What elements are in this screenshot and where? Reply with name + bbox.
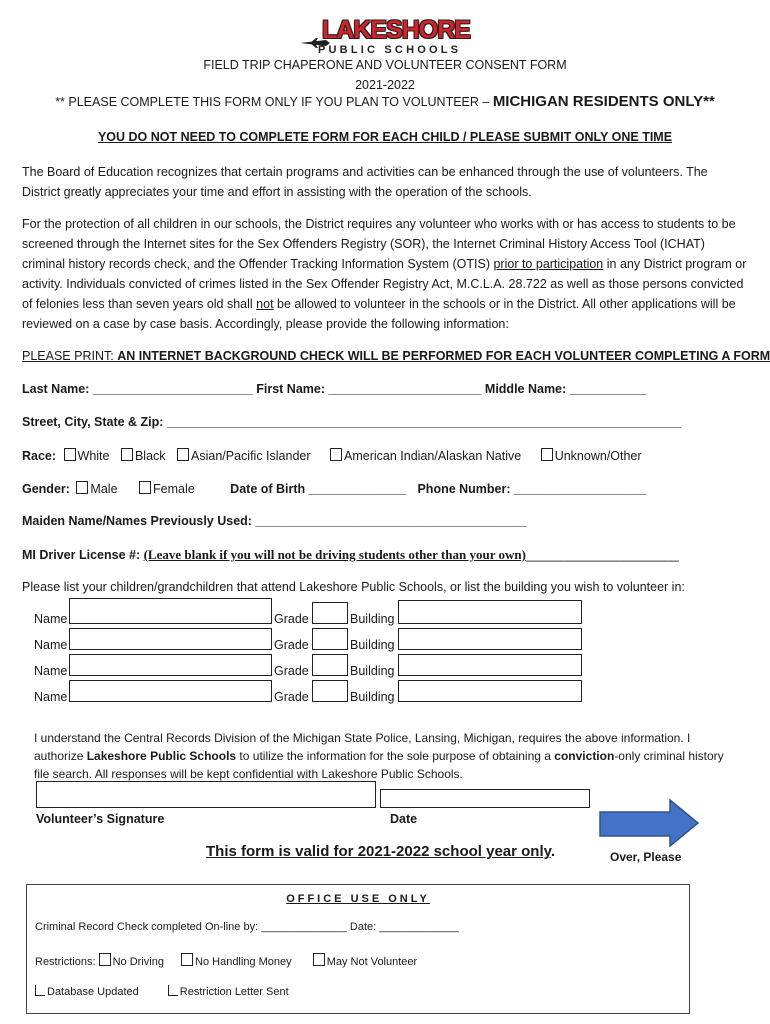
- child-grade-input-1[interactable]: [312, 602, 348, 624]
- checkbox-icon[interactable]: [35, 985, 45, 996]
- restriction-no-money[interactable]: No Handling Money: [181, 956, 292, 968]
- child-name-input-4[interactable]: [69, 680, 272, 702]
- logo-word: LAKESHORE: [322, 16, 470, 44]
- child-building-input-4[interactable]: [398, 680, 582, 702]
- gender-row: [22, 481, 646, 496]
- child-grade-label: Grade: [274, 690, 309, 704]
- address-field[interactable]: Street, City, State & Zip: __________________________________________________________________________: [22, 415, 682, 429]
- checkbox-icon[interactable]: [76, 481, 88, 494]
- checkbox-icon[interactable]: [181, 953, 193, 966]
- gender-male[interactable]: Male: [76, 482, 117, 496]
- child-name-label: Name: [34, 638, 68, 652]
- checkbox-icon[interactable]: [99, 953, 111, 966]
- print-notice-prefix: PLEASE PRINT:: [22, 349, 118, 363]
- child-building-label: Building: [350, 612, 395, 626]
- child-grade-input-4[interactable]: [312, 680, 348, 702]
- maiden-name-field[interactable]: Maiden Name/Names Previously Used: _______________________________________: [22, 514, 527, 528]
- child-grade-label: Grade: [274, 612, 309, 626]
- child-name-label: Name: [34, 664, 68, 678]
- volunteer-notice: [0, 93, 770, 110]
- database-updated[interactable]: Database Updated: [35, 986, 139, 998]
- child-grade-input-3[interactable]: [312, 654, 348, 676]
- school-year: 2021-2022: [355, 78, 415, 92]
- child-grade-input-2[interactable]: [312, 628, 348, 650]
- race-white[interactable]: White: [64, 449, 110, 463]
- child-building-label: Building: [350, 664, 395, 678]
- child-building-label: Building: [350, 638, 395, 652]
- validity-statement: This form is valid for 2021-2022 school year only.: [206, 843, 556, 860]
- protection-text-a: For the protection of all children in our schools, the District requires any volunteer who works with or has access to students to be screened through the Internet sites for the Sex Offenders Registry (SOR), the Internet Criminal History Access Tool (ICHAT) criminal history records check, and the Offender Tracking Information System (OTIS): [22, 217, 736, 271]
- middle-name-field[interactable]: Middle Name: ___________: [484, 382, 647, 396]
- child-grade-label: Grade: [274, 638, 309, 652]
- checkbox-icon[interactable]: [330, 448, 342, 461]
- race-black[interactable]: Black: [121, 449, 166, 463]
- checkbox-icon[interactable]: [121, 448, 133, 461]
- child-building-input-1[interactable]: [398, 600, 582, 624]
- protection-paragraph: [22, 214, 747, 334]
- license-row: [22, 547, 679, 563]
- race-american-indian[interactable]: American Indian/Alaskan Native: [330, 449, 521, 463]
- phone-field[interactable]: Phone Number: ___________________: [417, 482, 647, 496]
- checkbox-icon[interactable]: [177, 448, 189, 461]
- child-name-input-3[interactable]: [69, 654, 272, 676]
- child-name-input-1[interactable]: [69, 598, 272, 624]
- restrictions-label: Restrictions:: [35, 956, 96, 968]
- dob-field[interactable]: Date of Birth ______________: [230, 482, 406, 496]
- notice-prefix: ** PLEASE COMPLETE THIS FORM ONLY IF YOU PLAN TO VOLUNTEER –: [55, 95, 493, 109]
- checkbox-icon[interactable]: [64, 448, 76, 461]
- record-check-line: Criminal Record Check completed On-line by: ______________ Date: _____________: [35, 921, 459, 933]
- race-label: Race:: [22, 449, 57, 463]
- last-name-field[interactable]: Last Name: _______________________: [22, 382, 253, 396]
- first-name-field[interactable]: First Name: ______________________: [256, 382, 482, 396]
- name-row: [22, 382, 646, 396]
- not-emphasis: not: [256, 297, 274, 311]
- checkbox-icon[interactable]: [168, 985, 178, 996]
- race-asian[interactable]: Asian/Pacific Islander: [177, 449, 311, 463]
- authorization-paragraph: I understand the Central Records Division of the Michigan State Police, Lansing, Michigan, requires the above information. I authorize Lakeshore Public Schools to utilize the information for the sole purpose of obtaining a conviction-only criminal history file search. All responses will be kept confidential with Lakeshore Public Schools.: [34, 731, 724, 781]
- date-label: Date: [390, 812, 418, 826]
- checkbox-icon[interactable]: [139, 481, 151, 494]
- license-note: (Leave blank if you will not be driving students other than your own): [143, 547, 526, 562]
- print-notice-emphasis: AN INTERNET BACKGROUND CHECK WILL BE PERFORMED FOR EACH VOLUNTEER COMPLETING A FORM: [117, 349, 770, 363]
- signature-label: Volunteer’s Signature: [36, 812, 165, 826]
- license-label: MI Driver License #:: [22, 548, 144, 562]
- over-please: Over, Please: [610, 850, 682, 864]
- submit-once-notice: YOU DO NOT NEED TO COMPLETE FORM FOR EACH CHILD / PLEASE SUBMIT ONLY ONE TIME: [97, 130, 673, 144]
- protection-text-b: in any District program or activity. Individuals convicted of crimes listed in the Sex Offender Registry Act, M.C.L.A. 28.722 as well as those persons convicted of felonies less than seven years old shall: [22, 257, 747, 311]
- gender-label: Gender:: [22, 482, 70, 496]
- logo-subtitle: PUBLIC SCHOOLS: [318, 44, 462, 56]
- right-arrow-icon: [598, 798, 702, 848]
- child-building-label: Building: [350, 690, 395, 704]
- restriction-no-driving[interactable]: No Driving: [99, 956, 164, 968]
- signature-input[interactable]: [36, 781, 376, 808]
- license-field[interactable]: ______________________: [525, 548, 679, 562]
- child-name-label: Name: [34, 612, 68, 626]
- restrictions-row: [35, 953, 417, 968]
- gender-female[interactable]: Female: [139, 482, 195, 496]
- conviction-emphasis: conviction: [554, 749, 615, 763]
- race-unknown[interactable]: Unknown/Other: [541, 449, 642, 463]
- office-use-box: [26, 884, 690, 1014]
- lakeshore-logo: [300, 16, 470, 60]
- race-row: [22, 448, 642, 463]
- checkbox-icon[interactable]: [313, 953, 325, 966]
- office-status-row: [35, 985, 289, 998]
- protection-text-c: be allowed to volunteer in the schools or in the District. All other applications will be reviewed on a case by case basis. Accordingly, please provide the following information:: [22, 297, 736, 331]
- child-grade-label: Grade: [274, 664, 309, 678]
- office-use-title: OFFICE USE ONLY: [286, 893, 430, 905]
- form-title: FIELD TRIP CHAPERONE AND VOLUNTEER CONSENT FORM: [203, 58, 567, 72]
- checkbox-icon[interactable]: [541, 448, 553, 461]
- prior-participation: prior to participation: [493, 257, 604, 271]
- child-building-input-3[interactable]: [398, 654, 582, 676]
- intro-paragraph: The Board of Education recognizes that certain programs and activities can be enhanced through the use of volunteers. The District greatly appreciates your time and effort in assisting with the operation of the schools.: [22, 165, 708, 199]
- child-name-label: Name: [34, 690, 68, 704]
- children-prompt: Please list your children/grandchildren that attend Lakeshore Public Schools, or list the building you wish to volunteer in:: [22, 580, 685, 594]
- child-name-input-2[interactable]: [69, 628, 272, 650]
- notice-emphasis: MICHIGAN RESIDENTS ONLY**: [492, 93, 715, 110]
- signature-date-input[interactable]: [380, 789, 590, 808]
- restriction-letter-sent[interactable]: Restriction Letter Sent: [168, 986, 289, 998]
- restriction-may-not-volunteer[interactable]: May Not Volunteer: [313, 956, 418, 968]
- child-building-input-2[interactable]: [398, 628, 582, 650]
- print-notice: [22, 349, 770, 363]
- district-name: Lakeshore Public Schools: [86, 749, 237, 763]
